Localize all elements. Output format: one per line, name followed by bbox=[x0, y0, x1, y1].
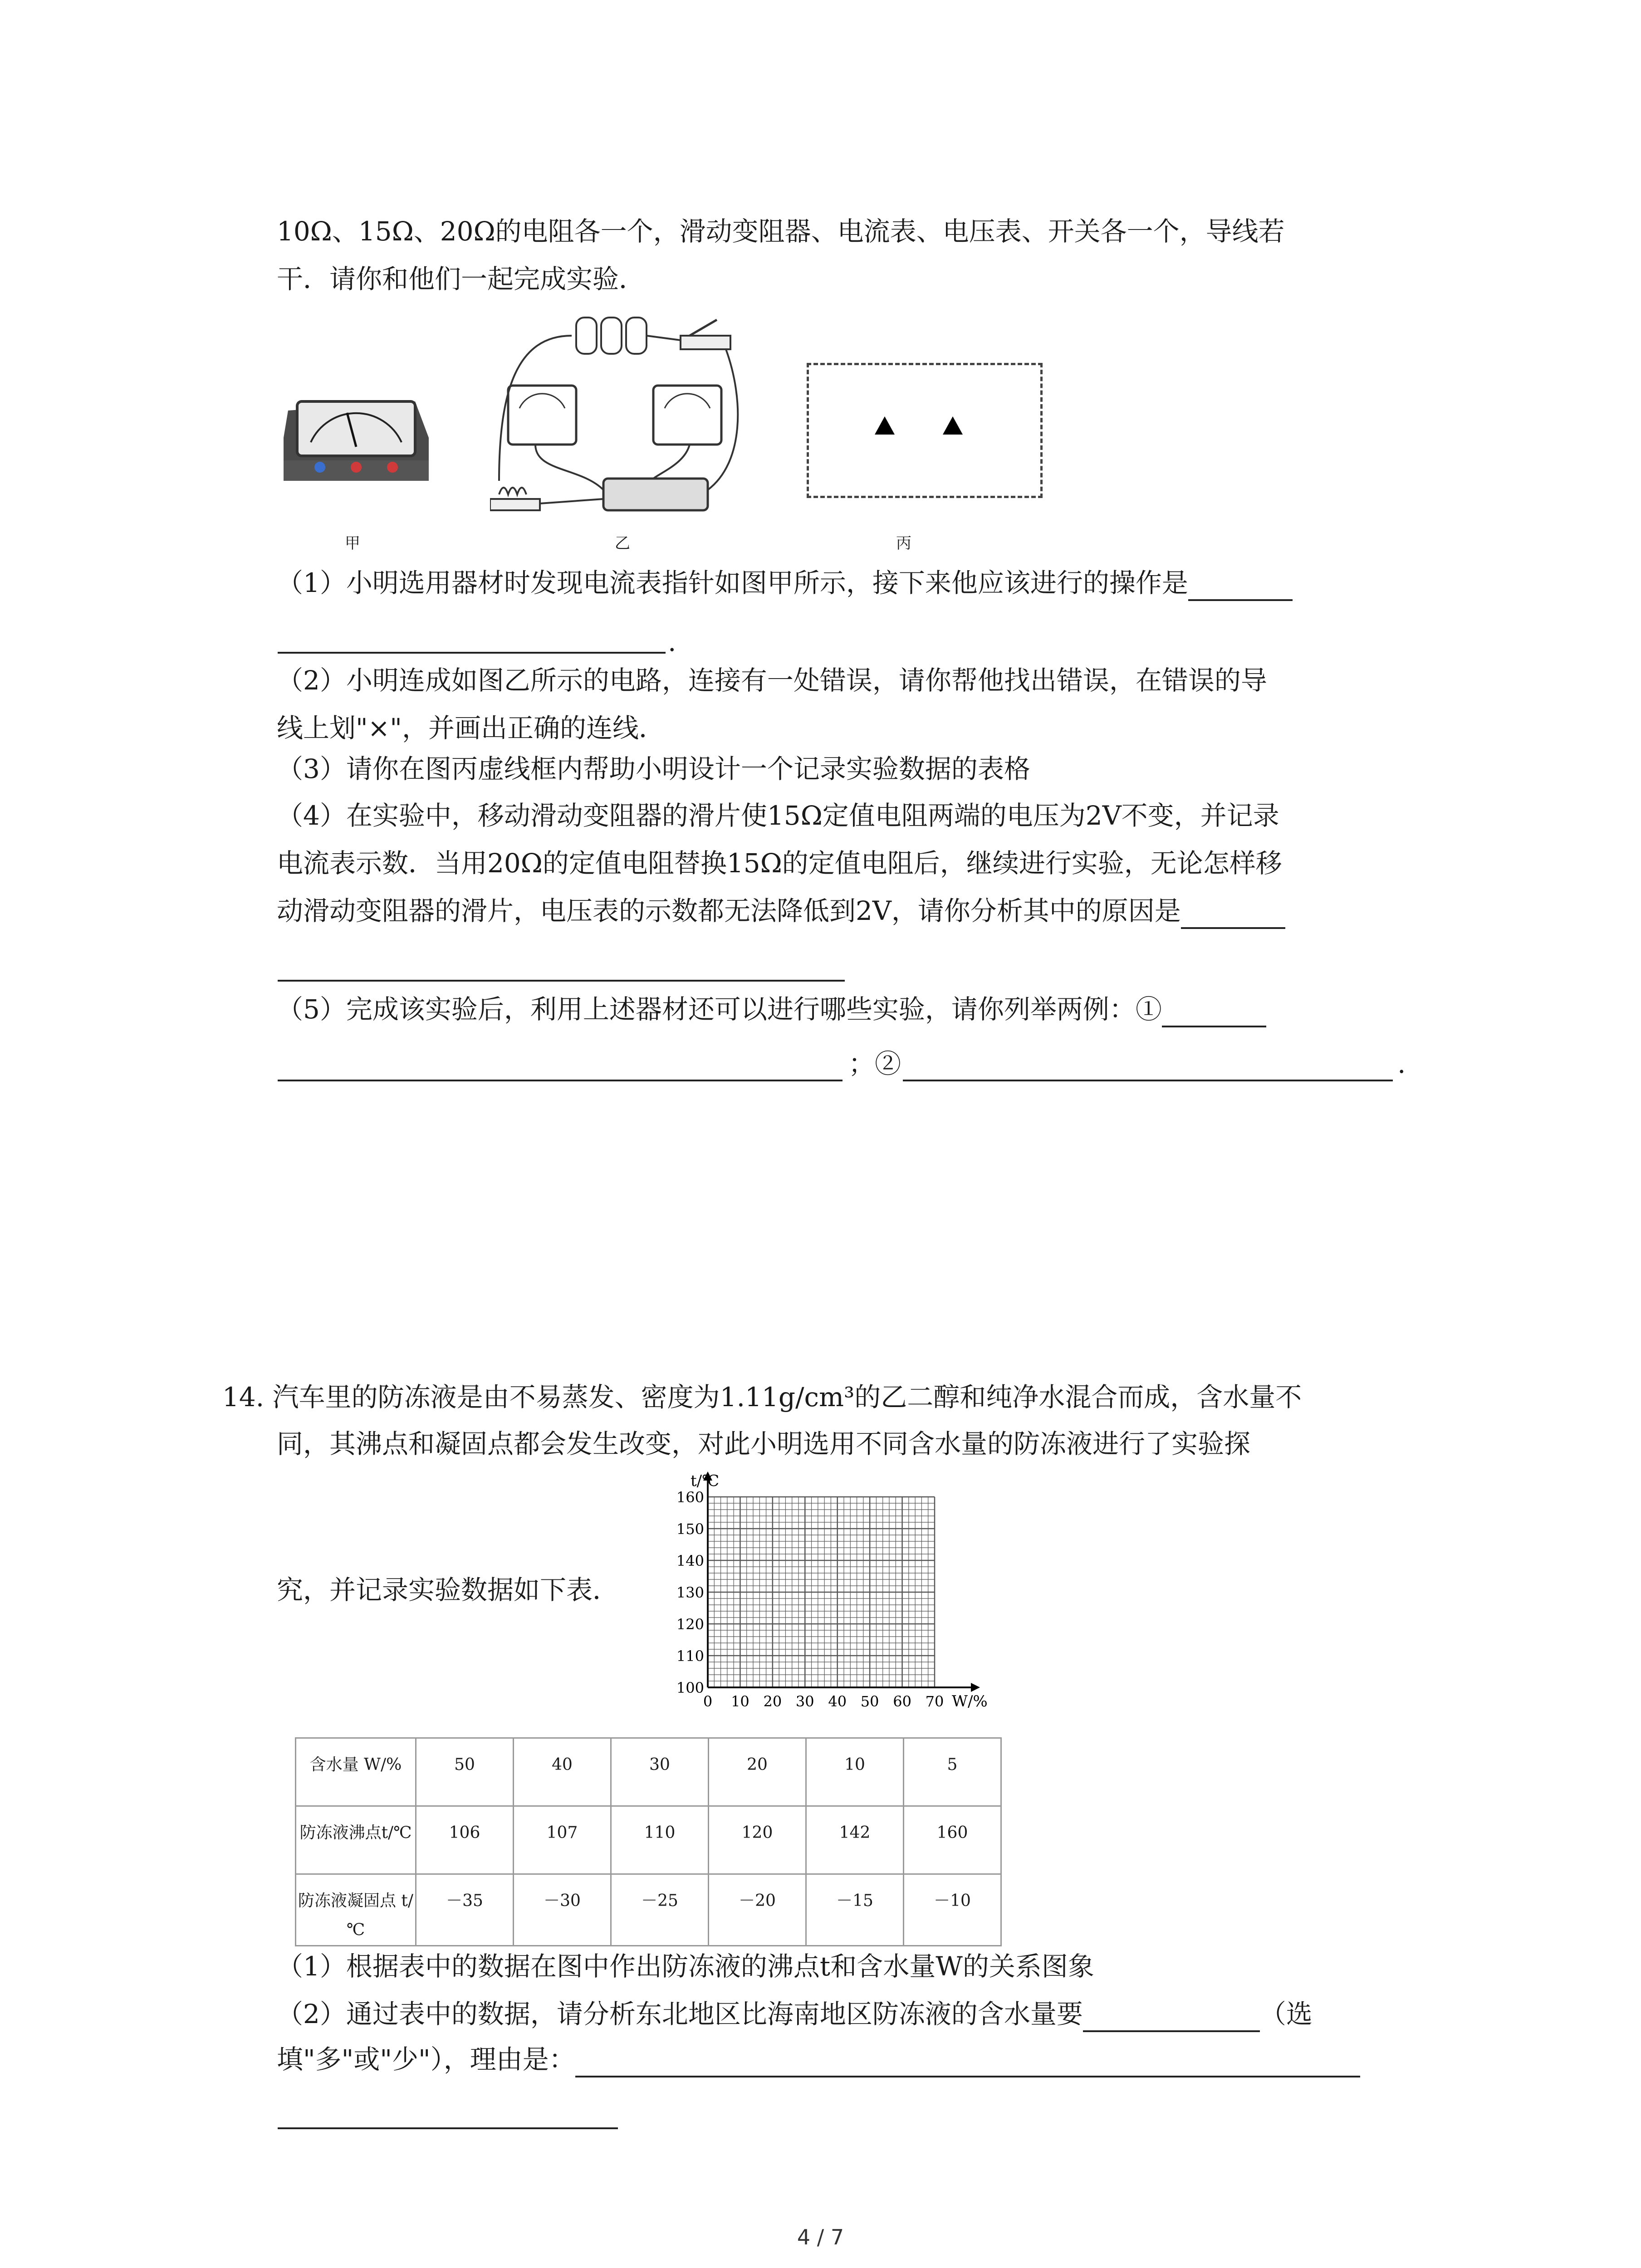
table-row bbox=[296, 1806, 1001, 1874]
table-cell: －35 bbox=[416, 1874, 514, 1946]
answer-blank-1a[interactable] bbox=[1188, 571, 1293, 601]
q14-part2-a: （2）通过表中的数据，请分析东北地区比海南地区防冻液的含水量要 （选 bbox=[277, 1996, 1313, 2032]
boiling-point-grid-chart[interactable] bbox=[649, 1470, 994, 1715]
figure-jia-label: 甲 bbox=[345, 534, 360, 552]
table-cell: 110 bbox=[611, 1806, 709, 1874]
table-cell: －20 bbox=[709, 1874, 806, 1946]
grid-lines bbox=[708, 1497, 935, 1687]
figure-yi-label: 乙 bbox=[615, 534, 630, 552]
triangle-marker-1 bbox=[875, 416, 895, 435]
x-tick-label: 10 bbox=[731, 1693, 749, 1710]
answer-blank-4a[interactable] bbox=[1181, 899, 1285, 929]
x-tick-label: 20 bbox=[763, 1693, 782, 1710]
table-cell: 50 bbox=[416, 1738, 514, 1806]
table-row bbox=[296, 1874, 1001, 1946]
q13-part3: （3）请你在图丙虚线框内帮助小明设计一个记录实验数据的表格 bbox=[277, 753, 1030, 784]
table-row bbox=[296, 1738, 1001, 1806]
answer-blank-5a[interactable] bbox=[1162, 997, 1266, 1027]
table-cell: 防冻液凝固点 t/℃ bbox=[296, 1874, 416, 1946]
q13-part2-a: （2）小明连成如图乙所示的电路，连接有一处错误，请你帮他找出错误，在错误的导 bbox=[277, 665, 1267, 696]
triangle-marker-2 bbox=[943, 416, 963, 435]
y-tick-label: 110 bbox=[676, 1647, 704, 1665]
table-cell: －30 bbox=[514, 1874, 611, 1946]
q13-part2-b: 线上划"×"，并画出正确的连线． bbox=[277, 713, 665, 743]
x-axis-label: W/% bbox=[952, 1692, 988, 1711]
y-tick-label: 150 bbox=[676, 1520, 704, 1538]
table-cell: 142 bbox=[806, 1806, 904, 1874]
y-tick-label: 100 bbox=[676, 1679, 704, 1696]
chart-axes bbox=[703, 1471, 980, 1692]
table-cell: 160 bbox=[904, 1806, 1001, 1874]
q13-part4-a: （4）在实验中，移动滑动变阻器的滑片使15Ω定值电阻两端的电压为2V不变，并记录 bbox=[277, 800, 1279, 831]
table-cell: 40 bbox=[514, 1738, 611, 1806]
q14-line-1: 14. 汽车里的防冻液是由不易蒸发、密度为1.11g/cm³的乙二醇和纯净水混合而成，含水量不 bbox=[222, 1382, 1302, 1413]
q13-part1-end: . bbox=[668, 626, 676, 657]
table-cell: 20 bbox=[709, 1738, 806, 1806]
table-cell: 106 bbox=[416, 1806, 514, 1874]
q13-part5-sep: ；② bbox=[848, 1048, 901, 1079]
q13-part5-end: . bbox=[1397, 1048, 1406, 1079]
x-tick-labels bbox=[703, 1693, 944, 1710]
data-table bbox=[295, 1737, 1002, 1946]
x-tick-label: 70 bbox=[925, 1693, 944, 1710]
table-cell: －15 bbox=[806, 1874, 904, 1946]
y-tick-label: 160 bbox=[676, 1489, 704, 1506]
x-tick-label: 30 bbox=[795, 1693, 814, 1710]
page-number: 4 / 7 bbox=[797, 2225, 844, 2249]
answer-blank-14a[interactable] bbox=[1083, 2002, 1260, 2032]
y-tick-label: 130 bbox=[676, 1584, 704, 1601]
table-cell: －10 bbox=[904, 1874, 1001, 1946]
q14-line-3: 究，并记录实验数据如下表． bbox=[277, 1574, 619, 1605]
circuit-figure bbox=[490, 308, 744, 535]
answer-blank-14b[interactable] bbox=[575, 2048, 1360, 2077]
x-tick-label: 60 bbox=[893, 1693, 911, 1710]
y-axis-label: t/℃ bbox=[691, 1472, 720, 1490]
answer-blank-14c[interactable] bbox=[278, 2127, 618, 2129]
x-tick-label: 0 bbox=[703, 1693, 713, 1710]
table-cell: 30 bbox=[611, 1738, 709, 1806]
answer-blank-5b[interactable] bbox=[278, 1080, 843, 1081]
intro-line-2: 干．请你和他们一起完成实验． bbox=[277, 264, 646, 294]
ammeter-figure bbox=[279, 370, 433, 488]
y-tick-label: 120 bbox=[676, 1616, 704, 1633]
dashed-table-box bbox=[807, 363, 1043, 498]
answer-blank-5c[interactable] bbox=[903, 1080, 1393, 1081]
q13-part4-c: 动滑动变阻器的滑片，电压表的示数都无法降低到2V，请你分析其中的原因是 bbox=[277, 893, 1285, 929]
answer-blank-1b[interactable] bbox=[278, 652, 666, 654]
table-cell: －25 bbox=[611, 1874, 709, 1946]
x-tick-label: 40 bbox=[828, 1693, 847, 1710]
table-cell: 含水量 W/% bbox=[296, 1738, 416, 1806]
table-cell: 120 bbox=[709, 1806, 806, 1874]
q13-part4-b: 电流表示数．当用20Ω的定值电阻替换15Ω的定值电阻后，继续进行实验，无论怎样移 bbox=[277, 848, 1282, 879]
q13-part1: （1）小明选用器材时发现电流表指针如图甲所示，接下来他应该进行的操作是 bbox=[277, 565, 1293, 601]
q14-part1: （1）根据表中的数据在图中作出防冻液的沸点t和含水量W的关系图象 bbox=[277, 1951, 1094, 1982]
q14-part2-b: 填"多"或"少"），理由是： bbox=[277, 2041, 1360, 2077]
intro-line-1: 10Ω、15Ω、20Ω的电阻各一个，滑动变阻器、电流表、电压表、开关各一个，导线若 bbox=[277, 216, 1285, 247]
x-tick-label: 50 bbox=[860, 1693, 879, 1710]
table-cell: 107 bbox=[514, 1806, 611, 1874]
figure-bing-label: 丙 bbox=[896, 534, 911, 552]
y-tick-labels bbox=[676, 1489, 704, 1696]
q13-part5-a: （5）完成该实验后，利用上述器材还可以进行哪些实验，请你列举两例：① bbox=[277, 991, 1266, 1027]
q14-line-2: 同，其沸点和凝固点都会发生改变，对此小明选用不同含水量的防冻液进行了实验探 bbox=[277, 1428, 1251, 1459]
y-tick-label: 140 bbox=[676, 1552, 704, 1569]
answer-blank-4b[interactable] bbox=[278, 980, 845, 982]
table-cell: 10 bbox=[806, 1738, 904, 1806]
x-axis-arrow bbox=[971, 1683, 980, 1692]
table-cell: 5 bbox=[904, 1738, 1001, 1806]
table-cell: 防冻液沸点t/℃ bbox=[296, 1806, 416, 1874]
